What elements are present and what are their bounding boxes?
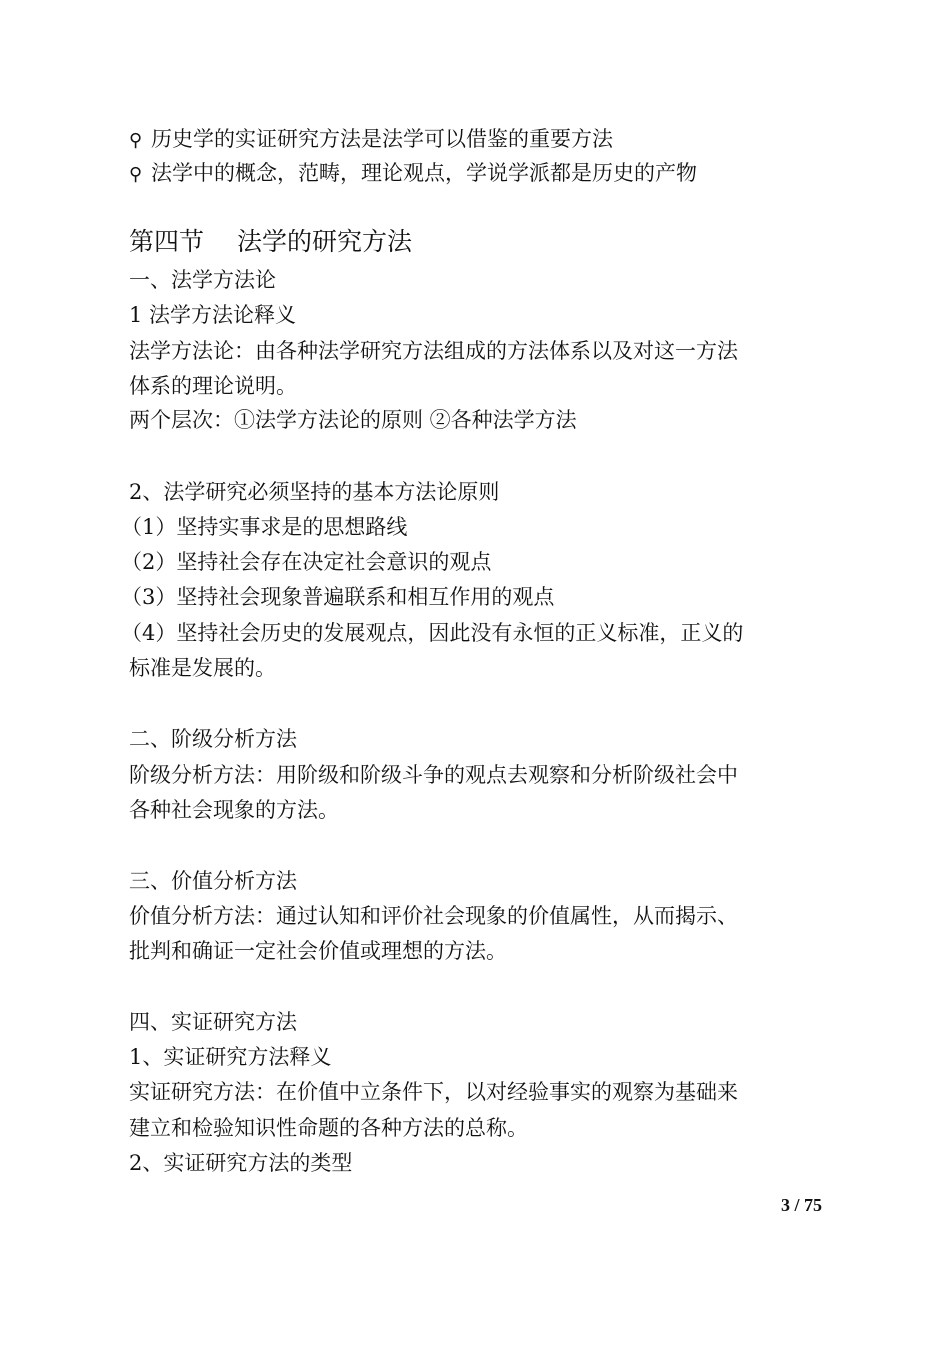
- bullet-text: 历史学的实证研究方法是法学可以借鉴的重要方法: [151, 127, 613, 151]
- paragraph-line: 体系的理论说明。: [129, 374, 297, 398]
- part2-heading: 二、阶级分析方法: [129, 727, 297, 751]
- paragraph-line: 各种社会现象的方法。: [129, 798, 339, 822]
- bullet-icon: ⚲: [129, 164, 143, 185]
- part4-sub2-title: 2、实证研究方法的类型: [129, 1151, 353, 1175]
- paragraph-line: 阶级分析方法：用阶级和阶级斗争的观点去观察和分析阶级社会中: [129, 763, 738, 787]
- paragraph-line: 价值分析方法：通过认知和评价社会现象的价值属性，从而揭示、: [129, 904, 738, 928]
- part1-sub1-title: 1 法学方法论释义: [129, 303, 297, 327]
- page-number: 3 / 75: [780, 1195, 822, 1215]
- principle-item: （2）坚持社会存在决定社会意识的观点: [121, 550, 492, 574]
- bullet-item: [129, 158, 697, 190]
- part4-sub1-title: 1、实证研究方法释义: [129, 1045, 332, 1069]
- part4-heading: 四、实证研究方法: [129, 1010, 297, 1034]
- part3-heading: 三、价值分析方法: [129, 869, 297, 893]
- principle-item: （1）坚持实事求是的思想路线: [121, 515, 408, 539]
- paragraph-line: 实证研究方法：在价值中立条件下，以对经验事实的观察为基础来: [129, 1080, 738, 1104]
- paragraph-line: 批判和确证一定社会价值或理想的方法。: [129, 939, 507, 963]
- paragraph-line: 标准是发展的。: [129, 656, 276, 680]
- paragraph-line: 两个层次：①法学方法论的原则 ②各种法学方法: [129, 408, 577, 432]
- part1-heading: 一、法学方法论: [129, 268, 276, 292]
- bullet-item: [129, 124, 613, 156]
- bullet-icon: ⚲: [129, 130, 143, 151]
- principle-item: （3）坚持社会现象普遍联系和相互作用的观点: [121, 585, 555, 609]
- section-title: 第四节 法学的研究方法: [129, 227, 412, 256]
- principle-item: （4）坚持社会历史的发展观点，因此没有永恒的正义标准，正义的: [121, 621, 744, 645]
- bullet-text: 法学中的概念，范畴，理论观点，学说学派都是历史的产物: [151, 161, 697, 185]
- paragraph-line: 建立和检验知识性命题的各种方法的总称。: [129, 1116, 528, 1140]
- part1-sub2-title: 2、法学研究必须坚持的基本方法论原则: [129, 480, 500, 504]
- paragraph-line: 法学方法论：由各种法学研究方法组成的方法体系以及对这一方法: [129, 339, 738, 363]
